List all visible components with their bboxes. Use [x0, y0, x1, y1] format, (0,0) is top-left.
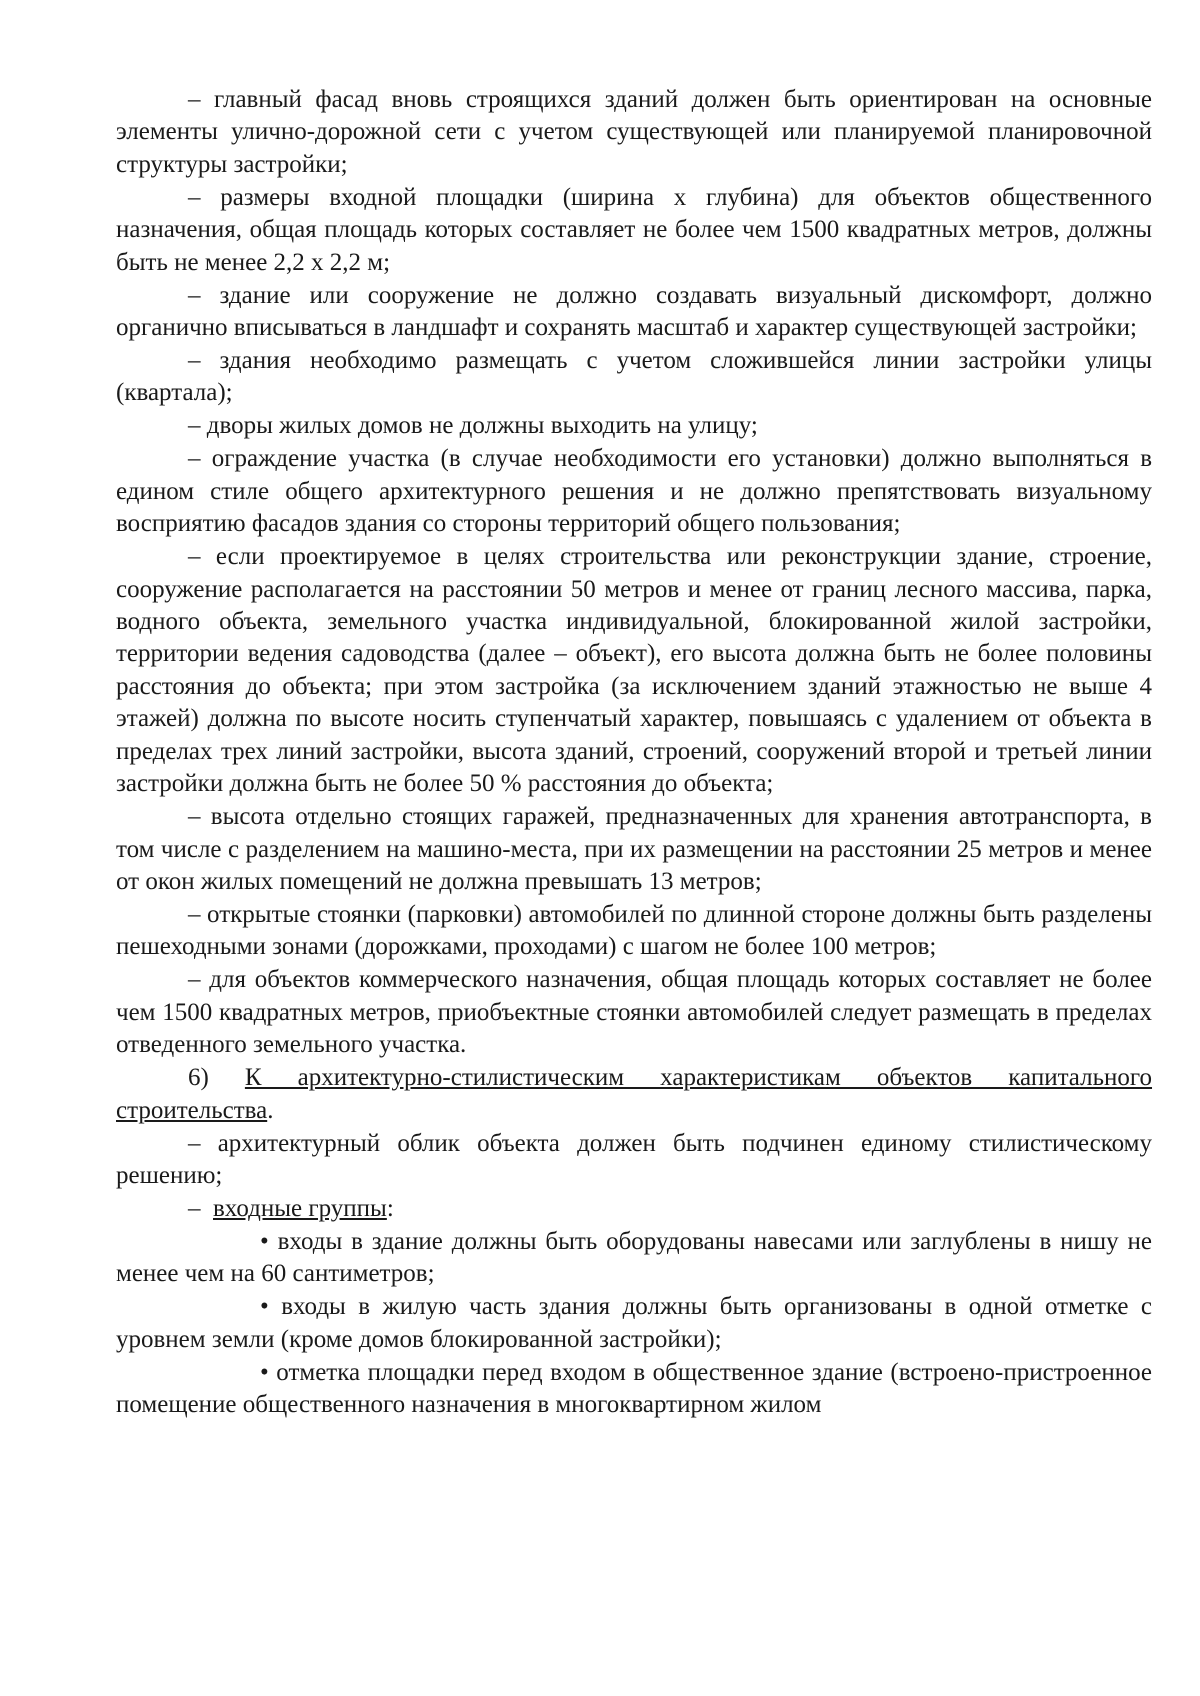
bullet-text: входы в здание должны быть оборудованы навесами или заглублены в нишу не менее чем на 60 сантиметров; [116, 1227, 1152, 1288]
paragraph-yards: – дворы жилых домов не должны выходить на улицу; [188, 412, 758, 440]
entry-groups-label: входные группы [213, 1194, 387, 1222]
paragraph-entry-size: – размеры входной площадки (ширина х глубина) для объектов общественного назначения, общая площадь которых составляет не более чем 1500 квадратных метров, должны быть не менее 2,2 х 2,2 м; [116, 183, 1152, 276]
section-title: К архитектурно-стилистическим характеристикам объектов капитального строительства [116, 1064, 1153, 1124]
paragraph-garages: – высота отдельно стоящих гаражей, предназначенных для хранения автотранспорта, в том числе с разделением на машино-места, при их размещении на расстоянии 25 метров и менее от окон жилых помещений не должна превышать 13 метров; [116, 803, 1152, 895]
bullet-icon: • [260, 1227, 269, 1255]
document-page [116, 84, 1152, 1422]
entry-groups-colon: : [386, 1194, 394, 1222]
bullet-text: отметка площадки перед входом в общественное здание (встроено-пристроенное помещение общественного назначения в многоквартирном жилом [116, 1358, 1152, 1419]
paragraph-commercial-parking: – для объектов коммерческого назначения, общая площадь которых составляет не более чем 1500 квадратных метров, приобъектные стоянки автомобилей следует размещать в пределах отведенного земельного участка. [116, 966, 1152, 1059]
bullet-item [116, 1357, 1152, 1422]
dash-mark: – [188, 1194, 201, 1222]
bullet-icon: • [260, 1358, 269, 1386]
section-number: 6) [188, 1064, 209, 1092]
paragraph-height-limit: – если проектируемое в целях строительства или реконструкции здание, строение, сооружение располагается на расстоянии 50 метров и менее от границ лесного массива, парка, водного объекта, земельного участка индивидуальной, блокированной жилой застройки, территории ведения садоводства (далее – объект), его высота должна быть не более половины расстояния до объекта; при этом застройка (за исключением зданий этажностью не выше 4 этажей) должна по высоте носить ступенчатый характер, повышаясь с удалением от объекта в пределах трех линий застройки, высота зданий, строений, сооружений второй и третьей линии застройки должна быть не более 50 % расстояния до объекта; [116, 543, 1152, 798]
bullet-icon: • [260, 1293, 269, 1321]
bullet-item [116, 1291, 1152, 1356]
section-6-heading [116, 1062, 1152, 1127]
bullet-text: входы в жилую часть здания должны быть организованы в одной отметке с уровнем земли (кроме домов блокированной застройки); [116, 1293, 1153, 1353]
paragraph-fence: – ограждение участка (в случае необходимости его установки) должно выполняться в едином стиле общего архитектурного решения и не должно препятствовать визуальному восприятию фасадов здания со стороны территорий общего пользования; [116, 445, 1152, 538]
section-title-end: . [267, 1096, 274, 1124]
paragraph-style: – архитектурный облик объекта должен быть подчинен единому стилистическому решению; [116, 1129, 1152, 1189]
paragraph-building-line: – здания необходимо размещать с учетом сложившейся линии застройки улицы (квартала); [116, 347, 1152, 407]
paragraph-parking: – открытые стоянки (парковки) автомобилей по длинной стороне должны быть разделены пешеходными зонами (дорожками, проходами) с шагом не более 100 метров; [116, 900, 1152, 961]
bullet-item [116, 1226, 1152, 1291]
paragraph-facade: – главный фасад вновь строящихся зданий должен быть ориентирован на основные элементы улично-дорожной сети с учетом существующей или планируемой планировочной структуры застройки; [116, 86, 1152, 178]
entry-groups-heading [116, 1193, 1152, 1225]
paragraph-visual-comfort: – здание или сооружение не должно создавать визуальный дискомфорт, должно органично вписываться в ландшафт и сохранять масштаб и характер существующей застройки; [116, 281, 1152, 342]
